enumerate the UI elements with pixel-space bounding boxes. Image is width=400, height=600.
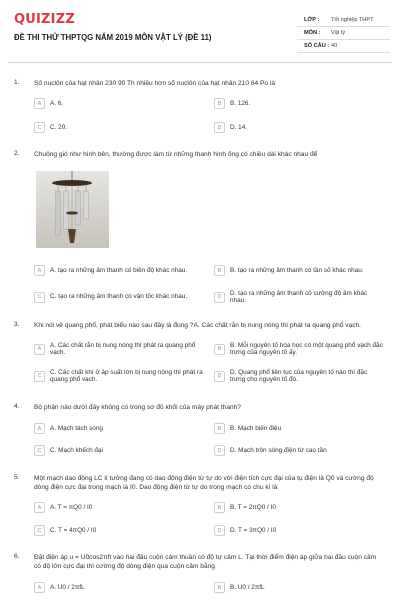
option-b[interactable] (214, 500, 384, 515)
document-title: ĐỀ THI THỬ THPTQG NĂM 2019 MÔN VẬT LÝ (ĐỀ 11) (14, 33, 212, 42)
option-letter-box: A (34, 423, 45, 434)
option-text: D. tạo ra những âm thanh có cường độ âm khác nhau. (230, 289, 368, 304)
question-text: Số nuclôn của hạt nhân 230 90 Th nhiều hơn số nuclôn của hạt nhân 210 84 Po là (34, 80, 276, 87)
option-text: A. 6. (50, 99, 64, 107)
option-letter-box: C (34, 525, 45, 536)
question-number: 2. (14, 150, 20, 157)
meta-table (297, 14, 390, 53)
meta-row-subject (297, 27, 390, 40)
option-letter-box: B (214, 423, 225, 434)
option-letter-box: D (214, 292, 225, 303)
option-letter-box: A (34, 98, 45, 109)
option-text: C. 20. (50, 123, 68, 131)
option-c[interactable] (34, 120, 204, 135)
option-letter-box: D (214, 371, 225, 382)
option-b[interactable] (214, 339, 384, 359)
option-d[interactable] (214, 443, 384, 458)
option-a[interactable] (34, 421, 204, 436)
option-letter-box: A (34, 265, 45, 276)
question-text: Chuông gió như hình bên, thường được làm từ những thanh hình ống có chiều dài khác nhau để (34, 151, 318, 158)
option-letter-box: A (34, 582, 45, 593)
option-d[interactable] (214, 523, 384, 538)
meta-row-count (297, 40, 390, 53)
option-a[interactable] (34, 339, 204, 359)
option-c[interactable] (34, 366, 204, 386)
option-text: A. T = πQ0 / I0 (50, 503, 93, 511)
quizizz-logo: QUIZIZZ (14, 12, 75, 27)
option-text: B. 126. (230, 99, 251, 107)
option-text: A. tạo ra những âm thanh có biên độ khác nhau. (50, 266, 188, 274)
question-text: Bộ phận nào dưới đây không có trong sơ đồ khối của máy phát thanh? (34, 404, 241, 411)
meta-row-class (297, 14, 390, 27)
option-b[interactable] (214, 96, 384, 111)
option-text: B. Mỗi nguyên tố hóa học có một quang phổ vạch đặc trưng của nguyên tố ấy. (230, 341, 383, 356)
question-text: Đặt điện áp u = U0cos2πft vào hai đầu cuộn cảm thuần có độ tự cảm L. Tại thời điểm điện áp giữa hai đầu cuộn cảm có độ lớn cực đại thì cường độ dòng điện qua cuộn cảm bằng (34, 554, 377, 570)
option-text: D. T = 3πQ0 / I0 (230, 526, 277, 534)
option-letter-box: A (34, 502, 45, 513)
option-letter-box: A (34, 344, 45, 355)
option-letter-box: C (34, 371, 45, 382)
option-d[interactable] (214, 287, 384, 307)
document-header (0, 0, 400, 60)
option-a[interactable] (34, 580, 204, 595)
option-text: D. 14. (230, 123, 248, 131)
option-letter-box: B (214, 265, 225, 276)
option-d[interactable] (214, 120, 384, 135)
option-c[interactable] (34, 523, 204, 538)
question-number: 6. (14, 553, 20, 560)
option-a[interactable] (34, 500, 204, 515)
question-text: Khi nói về quang phổ, phát biểu nào sau đây là đúng ?A. Các chất rắn bị nung nóng thì phát ra quang phổ vạch. (34, 322, 362, 329)
option-letter-box: B (214, 502, 225, 513)
option-text: C. tạo ra những âm thanh có vận tốc khác nhau. (50, 293, 188, 301)
option-c[interactable] (34, 287, 204, 307)
question-number: 3. (14, 321, 20, 328)
option-text: A. U0 / 2πfL (50, 583, 85, 591)
option-text: B. Mạch biến điệu (230, 424, 282, 432)
option-a[interactable] (34, 263, 204, 278)
option-letter-box: C (34, 445, 45, 456)
option-letter-box: B (214, 582, 225, 593)
option-text: B. T = 2πQ0 / I0 (230, 503, 276, 511)
option-text: C. Các chất khí ở áp suất lớn bị nung nóng thì phát ra quang phổ vạch. (50, 368, 203, 383)
option-text: A. Mạch tách sóng (50, 424, 103, 432)
question-number: 1. (14, 79, 20, 86)
question-number: 5. (14, 474, 20, 481)
meta-label: SỐ CÂU : (304, 43, 330, 49)
meta-label: MÔN : (304, 30, 321, 36)
option-text: B. U0 / 2πfL (230, 583, 265, 591)
option-letter-box: C (34, 292, 45, 303)
option-b[interactable] (214, 421, 384, 436)
meta-value: 40 (331, 43, 338, 49)
option-text: D. Mạch trộn sóng điện từ cao tần (230, 446, 327, 454)
meta-value: Vật lý (331, 30, 345, 36)
option-letter-box: D (214, 445, 225, 456)
option-text: B. tạo ra những âm thanh có tần số khác nhau. (230, 266, 364, 274)
option-text: C. Mạch khếch đại (50, 446, 103, 454)
wind-chime-image (36, 171, 109, 248)
option-a[interactable] (34, 96, 204, 111)
option-b[interactable] (214, 263, 384, 278)
option-b[interactable] (214, 580, 384, 595)
option-text: A. Các chất rắn bị nung nóng thì phát ra quang phổ vạch. (50, 341, 196, 356)
option-text: C. T = 4πQ0 / I0 (50, 526, 97, 534)
option-letter-box: B (214, 98, 225, 109)
meta-value: Tốt nghiệp THPT (331, 17, 374, 23)
option-text: D. Quang phổ liên tục của nguyên tố nào thì đặc trưng cho nguyên tố đó. (230, 368, 368, 383)
option-letter-box: C (34, 122, 45, 133)
option-letter-box: D (214, 525, 225, 536)
option-c[interactable] (34, 443, 204, 458)
meta-label: LỚP : (304, 17, 320, 23)
header-divider (8, 62, 392, 63)
question-number: 4. (14, 403, 20, 410)
question-text: Một mạch dao động LC lí tưởng đang có dao động điện từ tự do với điện tích cực đại của tụ điện là Q0 và cường độ dòng điện cực đại trong mạch là I0. Dao động điện từ tự do trong mạch có chu kì là (34, 475, 374, 491)
option-letter-box: B (214, 344, 225, 355)
option-d[interactable] (214, 366, 384, 386)
option-letter-box: D (214, 122, 225, 133)
